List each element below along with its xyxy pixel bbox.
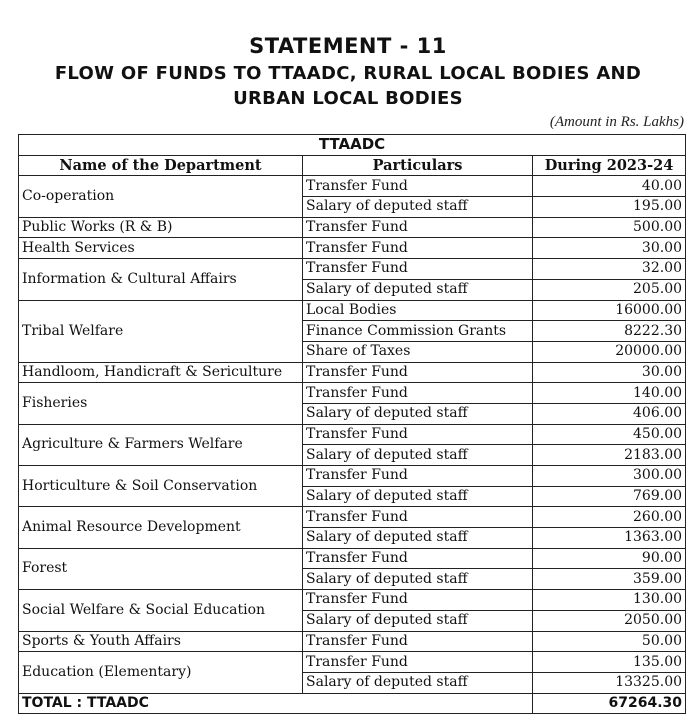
particulars-cell: Salary of deputed staff bbox=[303, 403, 533, 424]
particulars-cell: Transfer Fund bbox=[303, 548, 533, 569]
table-row bbox=[19, 466, 686, 487]
particulars-cell: Transfer Fund bbox=[303, 631, 533, 652]
particulars-cell: Finance Commission Grants bbox=[303, 321, 533, 342]
amount-cell: 140.00 bbox=[533, 383, 686, 404]
department-name: Education (Elementary) bbox=[19, 652, 303, 693]
amount-cell: 205.00 bbox=[533, 279, 686, 300]
particulars-cell: Transfer Fund bbox=[303, 652, 533, 673]
particulars-cell: Salary of deputed staff bbox=[303, 610, 533, 631]
table-row bbox=[19, 362, 686, 383]
amount-unit-note: (Amount in Rs. Lakhs) bbox=[549, 114, 684, 130]
table-row bbox=[19, 383, 686, 404]
amount-cell: 769.00 bbox=[533, 486, 686, 507]
particulars-cell: Transfer Fund bbox=[303, 259, 533, 280]
amount-cell: 16000.00 bbox=[533, 300, 686, 321]
total-label: TOTAL : TTAADC bbox=[19, 693, 533, 714]
amount-cell: 406.00 bbox=[533, 403, 686, 424]
department-name: Public Works (R & B) bbox=[19, 217, 303, 238]
table-row bbox=[19, 590, 686, 611]
particulars-cell: Salary of deputed staff bbox=[303, 528, 533, 549]
department-name: Animal Resource Development bbox=[19, 507, 303, 548]
department-name: Health Services bbox=[19, 238, 303, 259]
particulars-cell: Share of Taxes bbox=[303, 341, 533, 362]
table-row bbox=[19, 507, 686, 528]
amount-cell: 2050.00 bbox=[533, 610, 686, 631]
amount-cell: 260.00 bbox=[533, 507, 686, 528]
amount-cell: 300.00 bbox=[533, 466, 686, 487]
particulars-cell: Transfer Fund bbox=[303, 590, 533, 611]
column-header-amount: During 2023-24 bbox=[533, 155, 686, 176]
amount-cell: 13325.00 bbox=[533, 672, 686, 693]
amount-cell: 90.00 bbox=[533, 548, 686, 569]
particulars-cell: Transfer Fund bbox=[303, 238, 533, 259]
particulars-cell: Transfer Fund bbox=[303, 466, 533, 487]
amount-cell: 450.00 bbox=[533, 424, 686, 445]
department-name: Agriculture & Farmers Welfare bbox=[19, 424, 303, 465]
particulars-cell: Transfer Fund bbox=[303, 176, 533, 197]
particulars-cell: Salary of deputed staff bbox=[303, 445, 533, 466]
column-header-particulars: Particulars bbox=[303, 155, 533, 176]
department-name: Sports & Youth Affairs bbox=[19, 631, 303, 652]
particulars-cell: Salary of deputed staff bbox=[303, 197, 533, 218]
table-row bbox=[19, 548, 686, 569]
column-header-department: Name of the Department bbox=[19, 155, 303, 176]
department-name: Social Welfare & Social Education bbox=[19, 590, 303, 631]
amount-cell: 135.00 bbox=[533, 652, 686, 673]
amount-cell: 359.00 bbox=[533, 569, 686, 590]
department-name: Horticulture & Soil Conservation bbox=[19, 466, 303, 507]
amount-cell: 500.00 bbox=[533, 217, 686, 238]
amount-cell: 2183.00 bbox=[533, 445, 686, 466]
amount-cell: 8222.30 bbox=[533, 321, 686, 342]
amount-cell: 1363.00 bbox=[533, 528, 686, 549]
amount-cell: 20000.00 bbox=[533, 341, 686, 362]
table-row bbox=[19, 238, 686, 259]
particulars-cell: Transfer Fund bbox=[303, 217, 533, 238]
particulars-cell: Transfer Fund bbox=[303, 507, 533, 528]
department-name: Co-operation bbox=[19, 176, 303, 217]
total-row bbox=[19, 693, 686, 714]
amount-cell: 30.00 bbox=[533, 362, 686, 383]
table-row bbox=[19, 259, 686, 280]
total-value: 67264.30 bbox=[533, 693, 686, 714]
amount-cell: 130.00 bbox=[533, 590, 686, 611]
amount-cell: 32.00 bbox=[533, 259, 686, 280]
department-name: Forest bbox=[19, 548, 303, 589]
amount-cell: 195.00 bbox=[533, 197, 686, 218]
amount-cell: 30.00 bbox=[533, 238, 686, 259]
particulars-cell: Transfer Fund bbox=[303, 362, 533, 383]
table-row bbox=[19, 652, 686, 673]
table-body bbox=[19, 176, 686, 693]
department-name: Information & Cultural Affairs bbox=[19, 259, 303, 300]
particulars-cell: Transfer Fund bbox=[303, 383, 533, 404]
section-title: TTAADC bbox=[19, 135, 686, 156]
particulars-cell: Salary of deputed staff bbox=[303, 672, 533, 693]
table-row bbox=[19, 631, 686, 652]
particulars-cell: Salary of deputed staff bbox=[303, 486, 533, 507]
department-name: Handloom, Handicraft & Sericulture bbox=[19, 362, 303, 383]
amount-cell: 50.00 bbox=[533, 631, 686, 652]
table-row bbox=[19, 424, 686, 445]
subtitle-line-1: FLOW OF FUNDS TO TTAADC, RURAL LOCAL BODIES AND bbox=[54, 63, 642, 84]
table-row bbox=[19, 176, 686, 197]
particulars-cell: Salary of deputed staff bbox=[303, 569, 533, 590]
amount-cell: 40.00 bbox=[533, 176, 686, 197]
funds-table bbox=[18, 134, 686, 714]
particulars-cell: Transfer Fund bbox=[303, 424, 533, 445]
statement-title: STATEMENT - 11 bbox=[249, 34, 447, 58]
table-row bbox=[19, 217, 686, 238]
particulars-cell: Local Bodies bbox=[303, 300, 533, 321]
particulars-cell: Salary of deputed staff bbox=[303, 279, 533, 300]
table-row bbox=[19, 300, 686, 321]
subtitle-line-2: URBAN LOCAL BODIES bbox=[233, 88, 463, 109]
department-name: Fisheries bbox=[19, 383, 303, 424]
department-name: Tribal Welfare bbox=[19, 300, 303, 362]
